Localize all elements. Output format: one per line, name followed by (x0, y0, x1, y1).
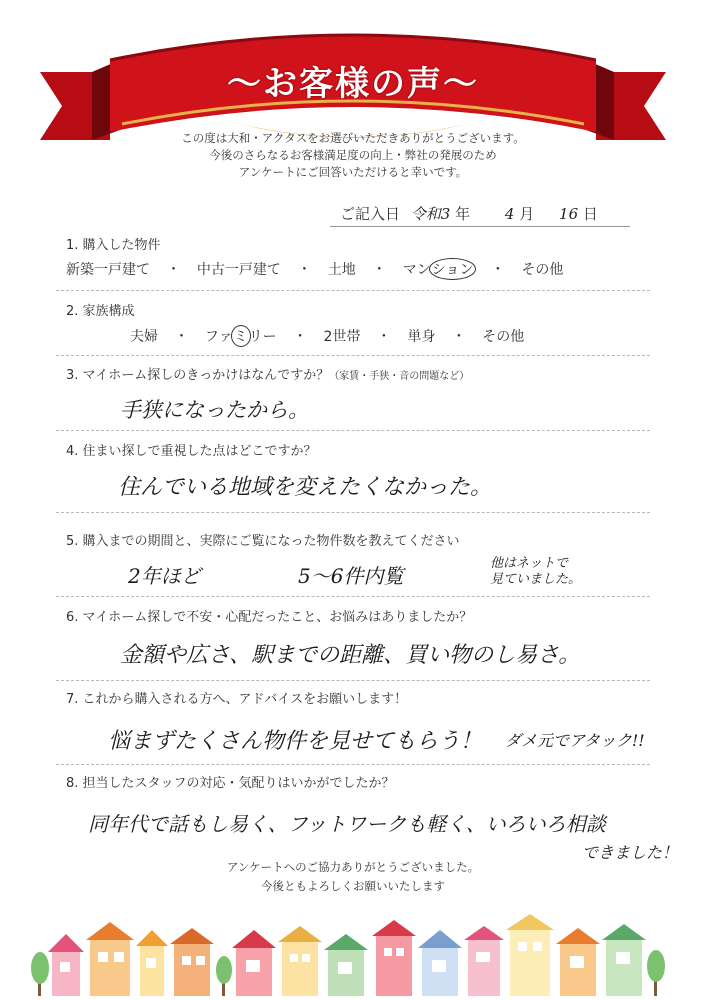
closing-line-1: アンケートへのご協力ありがとうございました。 (226, 860, 480, 874)
intro-line-3: アンケートにご回答いただけると幸いです。 (238, 165, 468, 179)
answer-8-line-1: 同年代で話もし易く、フットワークも軽く、いろいろ相談 (88, 812, 606, 836)
page-title: 〜お客様の声〜 (227, 64, 479, 104)
question-7-label: 7. これから購入される方へ、アドバイスをお願いします！ (66, 692, 408, 707)
option-new-house: 新築一戸建て (66, 262, 150, 278)
separator: ・ (166, 262, 181, 278)
option-family-part: リー (248, 329, 277, 345)
divider (56, 596, 650, 597)
answer-5-note-line-1: 他はネットで (490, 556, 569, 571)
option-family-selected (205, 329, 277, 345)
closing-line-2: 今後ともよろしくお願いいたします (261, 879, 445, 893)
house-icon (232, 930, 276, 996)
house-icon (602, 924, 646, 996)
answer-7: 悩まずたくさん物件を見せてもらう！ (108, 729, 483, 754)
separator: ・ (376, 329, 391, 345)
question-1-options (66, 258, 563, 280)
separator: ・ (372, 262, 387, 278)
house-icon (372, 920, 416, 996)
tree-icon (31, 952, 49, 996)
option-family-part: ファ (204, 329, 233, 345)
closing-message (0, 858, 706, 896)
divider (56, 680, 650, 681)
question-5-label: 5. 購入までの期間と、実際にご覧になった物件数を教えてください (66, 534, 460, 549)
entry-date (340, 203, 598, 224)
house-icon (278, 926, 322, 996)
separator: ・ (297, 262, 312, 278)
house-icon (48, 934, 84, 996)
question-6-label: 6. マイホーム探しで不安・心配だったこと、お悩みはありましたか？ (66, 610, 473, 625)
divider (330, 226, 630, 227)
date-month: 4 (504, 205, 515, 223)
date-day-unit: 日 (582, 205, 598, 223)
divider (56, 355, 650, 356)
date-label: ご記入日 (340, 205, 401, 223)
answer-8-line-2: できました！ (582, 843, 679, 862)
question-3-note: （家賃・手狭・音の問題など） (329, 371, 470, 382)
selection-circle: ミ (231, 325, 251, 347)
option-used-house: 中古一戸建て (196, 262, 281, 278)
divider (56, 290, 650, 291)
date-era: 令和3 (410, 205, 451, 223)
answer-6: 金額や広さ、駅までの距離、買い物のし易さ。 (120, 643, 581, 668)
option-single: 単身 (407, 329, 436, 345)
answer-5-count: 5〜6件内覧 (298, 564, 404, 588)
answer-4: 住んでいる地域を変えたくなかった。 (118, 475, 493, 500)
question-4-label: 4. 住まい探しで重視した点はどこですか？ (66, 444, 317, 459)
separator: ・ (293, 329, 308, 345)
answer-5-period: 2年ほど (128, 564, 201, 588)
houses-illustration (0, 900, 706, 1000)
house-icon (506, 914, 554, 996)
question-3-label (66, 364, 469, 383)
selection-circle: ション (429, 258, 477, 280)
divider (56, 430, 650, 431)
option-other: その他 (482, 329, 525, 345)
answer-3: 手狭になったから。 (120, 398, 309, 422)
separator: ・ (490, 262, 505, 278)
answer-5-note-line-2: 見ていました。 (490, 572, 582, 587)
house-icon (170, 928, 214, 996)
house-icon (418, 930, 462, 996)
question-3-text: 3. マイホーム探しのきっかけはなんですか？ (66, 368, 330, 383)
divider (56, 512, 650, 513)
date-month-unit: 月 (519, 205, 535, 223)
house-icon (86, 922, 134, 996)
separator: ・ (174, 329, 189, 345)
divider (56, 764, 650, 765)
date-year-unit: 年 (455, 205, 471, 223)
intro-line-1: この度は大和・アクタスをお選びいただきありがとうございます。 (181, 131, 525, 145)
answer-7-extra: ダメ元でアタック!! (505, 731, 645, 750)
option-mansion-selected (403, 262, 475, 278)
intro-message (0, 130, 706, 181)
question-2-label: 2. 家族構成 (66, 304, 135, 319)
house-icon (556, 928, 600, 996)
question-2-options (130, 325, 524, 347)
house-icon (464, 926, 504, 996)
tree-icon (216, 956, 232, 996)
date-day: 16 (559, 205, 579, 223)
question-8-label: 8. 担当したスタッフの対応・気配りはいかがでしたか？ (66, 776, 395, 791)
tree-icon (647, 950, 665, 996)
option-mansion-part: マン (402, 262, 431, 278)
option-other: その他 (521, 262, 564, 278)
question-1-label: 1. 購入した物件 (66, 238, 161, 253)
option-couple: 夫婦 (130, 329, 158, 345)
intro-line-2: 今後のさらなるお客様満足度の向上・弊社の発展のため (209, 148, 497, 162)
house-icon (136, 930, 168, 996)
option-two-generation: 2世帯 (323, 329, 361, 345)
option-land: 土地 (327, 262, 356, 278)
house-icon (324, 934, 368, 996)
answer-5-note (490, 556, 581, 588)
separator: ・ (451, 329, 466, 345)
